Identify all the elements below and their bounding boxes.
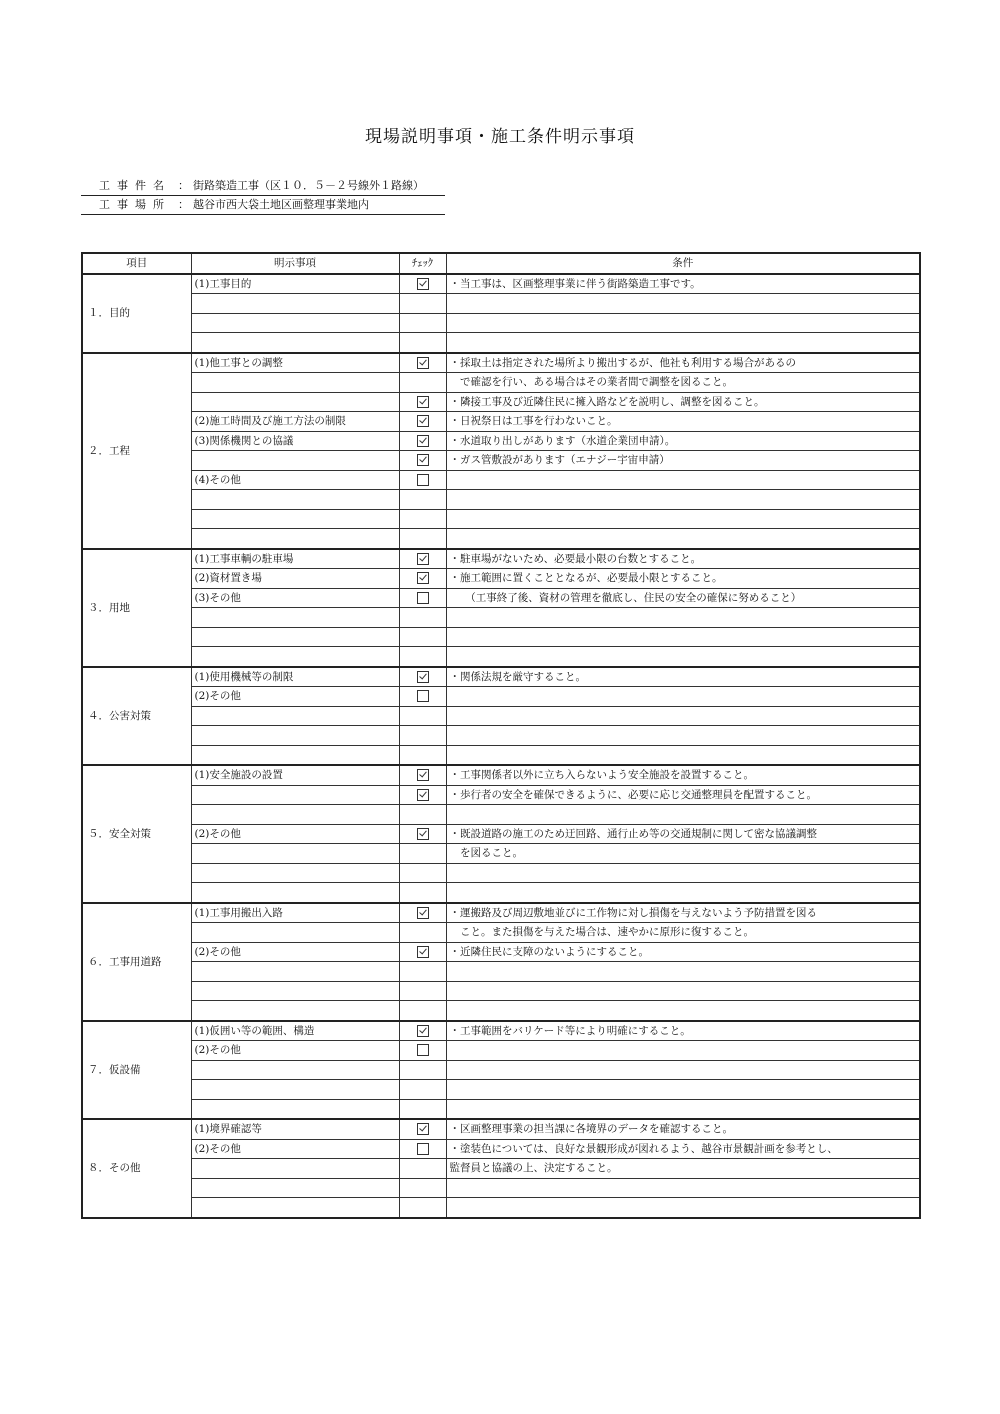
check-cell xyxy=(399,509,446,529)
header-item: 項目 xyxy=(82,253,191,274)
condition-cell xyxy=(446,745,920,765)
check-cell xyxy=(399,903,446,923)
check-cell xyxy=(399,687,446,707)
checked-checkbox[interactable] xyxy=(417,946,429,958)
table-row xyxy=(82,962,920,982)
matter-cell: (1)使用機械等の制限 xyxy=(191,667,399,687)
check-cell xyxy=(399,883,446,903)
check-cell xyxy=(399,923,446,943)
checked-checkbox[interactable] xyxy=(417,435,429,447)
check-cell xyxy=(399,392,446,412)
condition-cell xyxy=(446,490,920,510)
table-row xyxy=(82,785,920,805)
condition-cell: ・工事範囲をバリケード等により明確にすること。 xyxy=(446,1021,920,1041)
table-row xyxy=(82,745,920,765)
table-row xyxy=(82,824,920,844)
condition-cell: ・近隣住民に支障のないようにすること。 xyxy=(446,942,920,962)
condition-cell: ・区画整理事業の担当課に各境界のデータを確認すること。 xyxy=(446,1119,920,1139)
check-cell xyxy=(399,549,446,569)
unchecked-checkbox[interactable] xyxy=(417,690,429,702)
condition-cell xyxy=(446,1198,920,1218)
check-cell xyxy=(399,431,446,451)
table-row xyxy=(82,765,920,785)
table-row xyxy=(82,844,920,864)
condition-cell: で確認を行い、ある場合はその業者間で調整を図ること。 xyxy=(446,373,920,393)
check-cell xyxy=(399,353,446,373)
condition-cell xyxy=(446,1080,920,1100)
check-cell xyxy=(399,588,446,608)
checked-checkbox[interactable] xyxy=(417,1025,429,1037)
matter-cell xyxy=(191,844,399,864)
check-cell xyxy=(399,412,446,432)
matter-cell: (2)その他 xyxy=(191,1139,399,1159)
document-title: 現場説明事項・施工条件明示事項 xyxy=(365,127,635,147)
matter-cell xyxy=(191,627,399,647)
check-cell xyxy=(399,373,446,393)
check-cell xyxy=(399,647,446,667)
matter-cell xyxy=(191,451,399,471)
matter-cell: (2)資材置き場 xyxy=(191,569,399,589)
table-row xyxy=(82,569,920,589)
table-row xyxy=(82,1001,920,1021)
matter-cell xyxy=(191,1060,399,1080)
header-condition: 条件 xyxy=(446,253,920,274)
project-name-value: 街路築造工事（区１０．５－２号線外１路線） xyxy=(193,179,424,192)
condition-cell xyxy=(446,962,920,982)
check-cell xyxy=(399,529,446,549)
condition-cell xyxy=(446,981,920,1001)
condition-cell xyxy=(446,1099,920,1119)
checked-checkbox[interactable] xyxy=(417,789,429,801)
checked-checkbox[interactable] xyxy=(417,1123,429,1135)
section-category: ５．安全対策 xyxy=(82,765,191,903)
condition-cell xyxy=(446,529,920,549)
matter-cell xyxy=(191,1001,399,1021)
condition-cell: ・日祝祭日は工事を行わないこと。 xyxy=(446,412,920,432)
colon: ： xyxy=(178,179,189,192)
check-cell xyxy=(399,274,446,294)
checked-checkbox[interactable] xyxy=(417,278,429,290)
matter-cell xyxy=(191,805,399,825)
table-row xyxy=(82,1080,920,1100)
matter-cell: (2)その他 xyxy=(191,824,399,844)
check-cell xyxy=(399,706,446,726)
condition-cell xyxy=(446,313,920,333)
project-location-label: 工事場所 xyxy=(99,198,171,211)
matter-cell xyxy=(191,647,399,667)
condition-cell: （工事終了後、資材の管理を徹底し、住民の安全の確保に努めること） xyxy=(446,588,920,608)
project-location-value: 越谷市西大袋土地区画整理事業地内 xyxy=(193,198,369,211)
section-category: ８．その他 xyxy=(82,1119,191,1218)
table-row xyxy=(82,981,920,1001)
matter-cell xyxy=(191,785,399,805)
section-category: １．目的 xyxy=(82,274,191,353)
matter-cell: (1)工事目的 xyxy=(191,274,399,294)
table-row xyxy=(82,294,920,314)
check-cell xyxy=(399,1139,446,1159)
condition-cell: を図ること。 xyxy=(446,844,920,864)
table-row xyxy=(82,687,920,707)
matter-cell: (1)安全施設の設置 xyxy=(191,765,399,785)
condition-cell: 監督員と協議の上、決定すること。 xyxy=(446,1159,920,1179)
table-row xyxy=(82,1041,920,1061)
check-cell xyxy=(399,785,446,805)
table-row xyxy=(82,549,920,569)
check-cell xyxy=(399,1178,446,1198)
header-matter: 明示事項 xyxy=(191,253,399,274)
checked-checkbox[interactable] xyxy=(417,415,429,427)
matter-cell: (1)他工事との調整 xyxy=(191,353,399,373)
table-row xyxy=(82,470,920,490)
table-row xyxy=(82,1099,920,1119)
matter-cell: (2)その他 xyxy=(191,1041,399,1061)
condition-cell: ・駐車場がないため、必要最小限の台数とすること。 xyxy=(446,549,920,569)
check-cell xyxy=(399,569,446,589)
table-row xyxy=(82,1198,920,1218)
condition-cell: こと。また損傷を与えた場合は、速やかに原形に復すること。 xyxy=(446,923,920,943)
check-cell xyxy=(399,844,446,864)
condition-cell xyxy=(446,1041,920,1061)
checked-checkbox[interactable] xyxy=(417,671,429,683)
section-category: ４．公害対策 xyxy=(82,667,191,766)
check-cell xyxy=(399,333,446,353)
unchecked-checkbox[interactable] xyxy=(417,1143,429,1155)
table-row xyxy=(82,412,920,432)
condition-cell xyxy=(446,509,920,529)
table-row xyxy=(82,509,920,529)
check-cell xyxy=(399,863,446,883)
matter-cell: (4)その他 xyxy=(191,470,399,490)
check-cell xyxy=(399,313,446,333)
check-cell xyxy=(399,1119,446,1139)
checked-checkbox[interactable] xyxy=(417,396,429,408)
matter-cell xyxy=(191,333,399,353)
table-row xyxy=(82,726,920,746)
table-row xyxy=(82,392,920,412)
table-header-row xyxy=(82,253,920,274)
matter-cell: (2)その他 xyxy=(191,942,399,962)
check-cell xyxy=(399,805,446,825)
section-category: ６．工事用道路 xyxy=(82,903,191,1021)
table-row xyxy=(82,627,920,647)
condition-cell: ・水道取り出しがあります（水道企業団申請）。 xyxy=(446,431,920,451)
unchecked-checkbox[interactable] xyxy=(417,592,429,604)
matter-cell: (1)工事用搬出入路 xyxy=(191,903,399,923)
check-cell xyxy=(399,765,446,785)
matter-cell: (3)その他 xyxy=(191,588,399,608)
colon: ： xyxy=(178,198,189,211)
matter-cell: (1)境界確認等 xyxy=(191,1119,399,1139)
check-cell xyxy=(399,1060,446,1080)
condition-cell xyxy=(446,687,920,707)
matter-cell xyxy=(191,1099,399,1119)
check-cell xyxy=(399,942,446,962)
condition-cell: ・施工範囲に置くこととなるが、必要最小限とすること。 xyxy=(446,569,920,589)
condition-cell xyxy=(446,647,920,667)
condition-cell xyxy=(446,726,920,746)
condition-cell xyxy=(446,1060,920,1080)
check-cell xyxy=(399,1198,446,1218)
table-row xyxy=(82,667,920,687)
project-name-label: 工事件名 xyxy=(99,179,171,192)
matter-cell xyxy=(191,1198,399,1218)
table-row xyxy=(82,588,920,608)
check-cell xyxy=(399,1159,446,1179)
section-category: ３．用地 xyxy=(82,549,191,667)
section-category: ２．工程 xyxy=(82,353,191,549)
check-cell xyxy=(399,1021,446,1041)
table-row xyxy=(82,805,920,825)
condition-cell xyxy=(446,706,920,726)
matter-cell xyxy=(191,745,399,765)
check-cell xyxy=(399,294,446,314)
condition-cell: ・採取土は指定された場所より搬出するが、他社も利用する場合があるの xyxy=(446,353,920,373)
condition-cell xyxy=(446,333,920,353)
check-cell xyxy=(399,1001,446,1021)
condition-cell xyxy=(446,470,920,490)
table-row xyxy=(82,529,920,549)
matter-cell xyxy=(191,608,399,628)
check-cell xyxy=(399,667,446,687)
table-row xyxy=(82,333,920,353)
table-row xyxy=(82,706,920,726)
header-check: ﾁｪｯｸ xyxy=(399,253,446,274)
matter-cell xyxy=(191,883,399,903)
matter-cell: (3)関係機関との協議 xyxy=(191,431,399,451)
matter-cell xyxy=(191,706,399,726)
table-row xyxy=(82,313,920,333)
table-row xyxy=(82,1060,920,1080)
condition-cell xyxy=(446,883,920,903)
condition-cell: ・歩行者の安全を確保できるように、必要に応じ交通整理員を配置すること。 xyxy=(446,785,920,805)
check-cell xyxy=(399,745,446,765)
check-cell xyxy=(399,962,446,982)
condition-cell: ・ガス管敷設があります（エナジー宇宙申請） xyxy=(446,451,920,471)
table-row xyxy=(82,1021,920,1041)
table-row xyxy=(82,942,920,962)
condition-cell: ・工事関係者以外に立ち入らないよう安全施設を設置すること。 xyxy=(446,765,920,785)
table-row xyxy=(82,903,920,923)
matter-cell: (1)工事車輌の駐車場 xyxy=(191,549,399,569)
table-row xyxy=(82,883,920,903)
check-cell xyxy=(399,726,446,746)
check-cell xyxy=(399,608,446,628)
checked-checkbox[interactable] xyxy=(417,357,429,369)
condition-cell: ・隣接工事及び近隣住民に擁入路などを説明し、調整を図ること。 xyxy=(446,392,920,412)
condition-cell xyxy=(446,1001,920,1021)
matter-cell xyxy=(191,1080,399,1100)
matter-cell xyxy=(191,490,399,510)
project-location-row xyxy=(81,195,445,215)
matter-cell xyxy=(191,313,399,333)
matter-cell: (1)仮囲い等の範囲、構造 xyxy=(191,1021,399,1041)
matter-cell xyxy=(191,392,399,412)
check-cell xyxy=(399,470,446,490)
check-cell xyxy=(399,1080,446,1100)
table-row xyxy=(82,1139,920,1159)
table-row xyxy=(82,647,920,667)
condition-cell: ・運搬路及び周辺敷地並びに工作物に対し損傷を与えないよう予防措置を図る xyxy=(446,903,920,923)
checked-checkbox[interactable] xyxy=(417,454,429,466)
condition-cell xyxy=(446,608,920,628)
matter-cell xyxy=(191,373,399,393)
matter-cell: (2)その他 xyxy=(191,687,399,707)
checked-checkbox[interactable] xyxy=(417,769,429,781)
matter-cell xyxy=(191,529,399,549)
table-row xyxy=(82,923,920,943)
check-cell xyxy=(399,1099,446,1119)
unchecked-checkbox[interactable] xyxy=(417,474,429,486)
matter-cell xyxy=(191,923,399,943)
table-row xyxy=(82,490,920,510)
project-name-row xyxy=(81,176,445,196)
table-row xyxy=(82,353,920,373)
matter-cell xyxy=(191,962,399,982)
condition-cell xyxy=(446,627,920,647)
conditions-table xyxy=(81,252,921,1219)
check-cell xyxy=(399,981,446,1001)
table-row xyxy=(82,863,920,883)
condition-cell xyxy=(446,805,920,825)
matter-cell xyxy=(191,981,399,1001)
checked-checkbox[interactable] xyxy=(417,828,429,840)
condition-cell: ・塗装色については、良好な景観形成が図れるよう、越谷市景観計画を参考とし、 xyxy=(446,1139,920,1159)
table-row xyxy=(82,1159,920,1179)
table-row xyxy=(82,431,920,451)
checked-checkbox[interactable] xyxy=(417,907,429,919)
condition-cell xyxy=(446,294,920,314)
table-row xyxy=(82,1178,920,1198)
check-cell xyxy=(399,451,446,471)
condition-cell: ・関係法規を厳守すること。 xyxy=(446,667,920,687)
matter-cell xyxy=(191,294,399,314)
condition-cell xyxy=(446,1178,920,1198)
table-row xyxy=(82,1119,920,1139)
check-cell xyxy=(399,824,446,844)
matter-cell xyxy=(191,1178,399,1198)
matter-cell xyxy=(191,1159,399,1179)
matter-cell xyxy=(191,726,399,746)
condition-cell: ・既設道路の施工のため迂回路、通行止め等の交通規制に関して密な協議調整 xyxy=(446,824,920,844)
matter-cell: (2)施工時間及び施工方法の制限 xyxy=(191,412,399,432)
unchecked-checkbox[interactable] xyxy=(417,1044,429,1056)
checked-checkbox[interactable] xyxy=(417,553,429,565)
check-cell xyxy=(399,1041,446,1061)
table-row xyxy=(82,274,920,294)
condition-cell: ・当工事は、区画整理事業に伴う街路築造工事です。 xyxy=(446,274,920,294)
condition-cell xyxy=(446,863,920,883)
checked-checkbox[interactable] xyxy=(417,572,429,584)
section-category: ７．仮設備 xyxy=(82,1021,191,1120)
check-cell xyxy=(399,627,446,647)
check-cell xyxy=(399,490,446,510)
table-row xyxy=(82,608,920,628)
matter-cell xyxy=(191,863,399,883)
table-row xyxy=(82,451,920,471)
table-row xyxy=(82,373,920,393)
matter-cell xyxy=(191,509,399,529)
